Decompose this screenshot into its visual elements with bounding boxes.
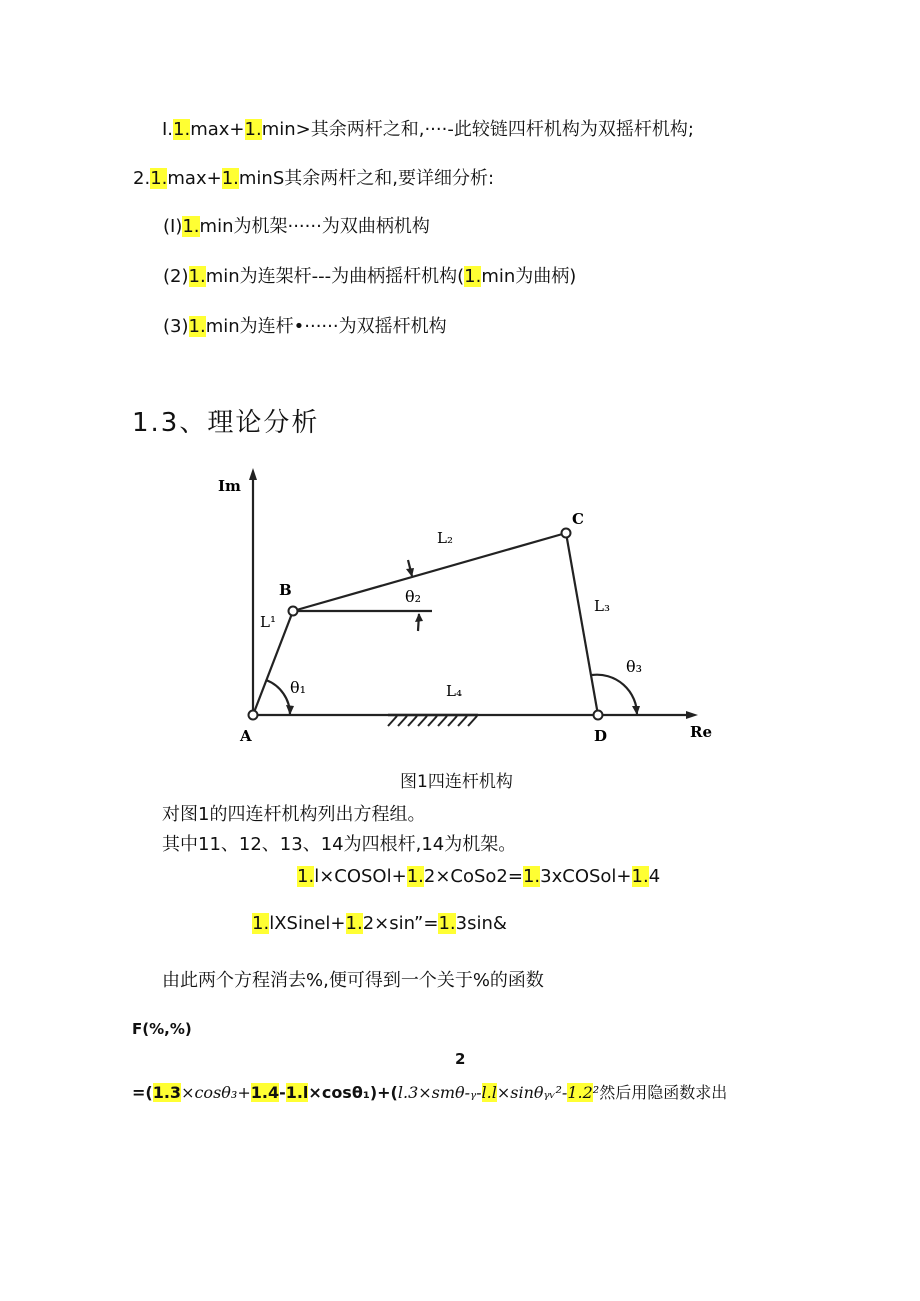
text: min为曲柄) <box>481 266 577 287</box>
highlight: 1. <box>182 216 200 237</box>
rule-1 <box>162 115 694 141</box>
rule-2-number: 2. <box>133 168 151 189</box>
text: 3sin& <box>455 913 507 934</box>
four-bar-linkage-diagram <box>0 456 920 786</box>
text: 4 <box>648 866 661 887</box>
label-theta1: θ₁ <box>290 678 307 697</box>
label-a: A <box>240 727 252 745</box>
text: 3xCOSol+ <box>540 866 632 887</box>
text: minS其余两杆之和,要详细分析: <box>238 168 495 189</box>
function-superscript: 2 <box>455 1050 466 1068</box>
highlight: l.l <box>481 1083 497 1102</box>
highlight: 1. <box>406 866 424 887</box>
function-expression <box>132 1080 727 1103</box>
theta2-arrowhead-bottom <box>415 613 423 622</box>
text: l.3×smθ-ᵧ- <box>397 1083 482 1102</box>
text: ×cosθ₃+ <box>181 1083 251 1102</box>
equation-2 <box>252 913 507 934</box>
text: 2×sin”= <box>362 913 439 934</box>
im-axis-arrow <box>249 468 257 480</box>
highlight: 1. <box>438 913 456 934</box>
highlight: 1.2 <box>567 1083 593 1102</box>
highlight: 1. <box>522 866 541 887</box>
highlight: 1. <box>464 266 482 287</box>
label-l2: L₂ <box>437 529 453 547</box>
label-re: Re <box>690 723 713 741</box>
joint-a <box>249 711 258 720</box>
theta1-arc <box>266 680 290 715</box>
highlight: 1. <box>221 168 239 189</box>
text: max+ <box>190 119 245 140</box>
highlight: 1. <box>188 266 206 287</box>
link-l2 <box>293 533 566 611</box>
equation-1 <box>297 866 660 887</box>
text: 2×CoSo2= <box>423 866 523 887</box>
text: ² <box>592 1083 600 1102</box>
text: ×sinθᵧᵥ²- <box>496 1083 568 1102</box>
label-c: C <box>572 510 584 528</box>
sub-rule-number: (3) <box>163 316 189 337</box>
joint-c <box>562 529 571 538</box>
highlight: 1.3 <box>152 1083 182 1102</box>
rule-2 <box>133 164 494 190</box>
section-heading: 1.3、理论分析 <box>132 408 320 438</box>
paragraph-1: 对图1的四连杆机构列出方程组。 <box>162 804 426 825</box>
sub-rule-number: (2) <box>163 266 189 287</box>
highlight: 1. <box>297 866 315 887</box>
figure-caption: 图1四连杆机构 <box>400 772 513 792</box>
label-im: Im <box>218 477 241 495</box>
label-theta3: θ₃ <box>626 657 643 676</box>
sub-rule-3 <box>163 312 447 338</box>
joint-d <box>594 711 603 720</box>
highlight: 1. <box>173 119 191 140</box>
highlight: 1. <box>150 168 168 189</box>
text: min>其余两杆之和,····-此较链四杆机构为双摇杆机构; <box>261 119 694 140</box>
sub-rule-2 <box>163 262 576 288</box>
highlight: 1. <box>244 119 262 140</box>
label-d: D <box>594 727 608 745</box>
highlight: 1. <box>252 913 270 934</box>
label-theta2: θ₂ <box>405 587 422 606</box>
text: l×COSOl+ <box>314 866 407 887</box>
highlight: 1. <box>345 913 363 934</box>
theta3-arc <box>592 675 637 715</box>
highlight: 1.4 <box>250 1083 280 1102</box>
highlight: 1. <box>631 866 649 887</box>
text: - <box>279 1083 286 1102</box>
text: lXSinel+ <box>269 913 346 934</box>
re-axis-arrow <box>686 711 698 719</box>
highlight: 1.l <box>285 1083 309 1102</box>
ground-hatch <box>388 715 478 726</box>
text: min为机架······为双曲柄机构 <box>199 216 430 237</box>
highlight: 1. <box>188 316 206 337</box>
label-l1: L¹ <box>260 613 276 631</box>
text: =( <box>132 1083 153 1102</box>
sub-rule-number: (I) <box>163 216 183 237</box>
text: min为连架杆---为曲柄摇杆机构( <box>205 266 465 287</box>
label-l3: L₃ <box>594 597 610 615</box>
paragraph-2: 其中11、12、13、14为四根杆,14为机架。 <box>162 834 517 855</box>
joint-b <box>289 607 298 616</box>
function-label: F(%,%) <box>132 1020 192 1038</box>
rule-1-number: I. <box>162 119 174 140</box>
label-l4: L₄ <box>446 682 462 700</box>
text: ×cosθ₁)+( <box>308 1083 398 1102</box>
text: 然后用隐函数求出 <box>599 1083 728 1102</box>
text: max+ <box>167 168 222 189</box>
theta1-arrowhead <box>286 705 294 715</box>
sub-rule-1 <box>163 212 430 238</box>
link-l3 <box>566 533 598 715</box>
text: min为连杆•······为双摇杆机构 <box>205 316 447 337</box>
paragraph-3: 由此两个方程消去%,便可得到一个关于%的函数 <box>162 970 544 991</box>
label-b: B <box>279 581 292 599</box>
